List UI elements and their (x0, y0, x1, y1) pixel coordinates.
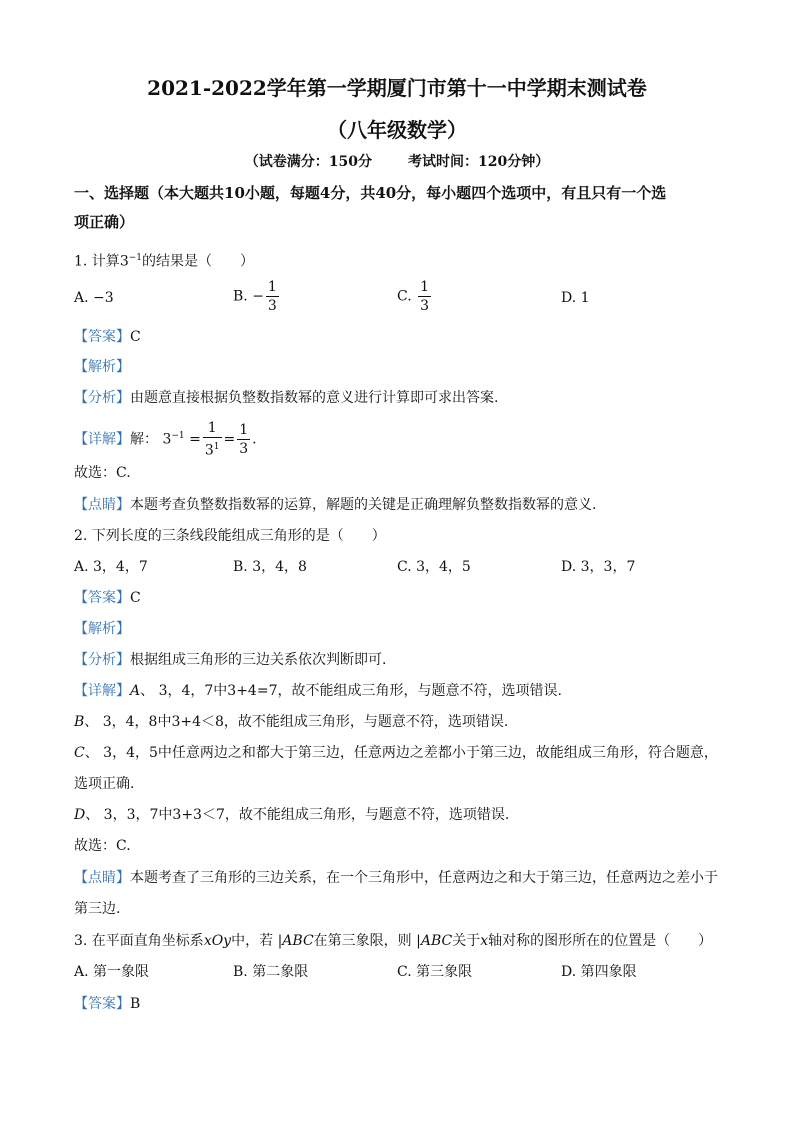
q2-stem: 2. 下列长度的三条线段能组成三角形的是（ ） (74, 528, 386, 544)
q2-analysis: 【分析】根据组成三角形的三边关系依次判断即可. (74, 652, 387, 668)
q2-option-d: D. 3，3，7 (561, 559, 636, 575)
q2-detail-c: C、 3，4，5中任意两边之和都大于第三边，任意两边之差都小于第三边，故能组成三角形，符合题意， (74, 745, 718, 761)
q1-detail: 【详解】解： $3^{-1}$ = $\frac{1}{3^1}$ = $\frac{1}{3}$ . (74, 420, 257, 459)
q1-choice: 故选：C. (74, 465, 131, 481)
triangle-symbol-1: | (277, 933, 283, 949)
q1-option-a: A. −3 (74, 290, 114, 306)
section-heading-cont: 项正确） (74, 213, 135, 231)
q1-review: 【点睛】本题考查负整数指数幂的运算，解题的关键是正确理解负整数指数幂的意义. (74, 497, 597, 513)
q3-option-c: C. 第三象限 (397, 964, 473, 980)
q2-detail-a: 【详解】A、 3，4，7中3+4=7，故不能组成三角形，与题意不符，选项错误. (74, 683, 562, 699)
q2-detail-c-cont: 选项正确. (74, 776, 135, 792)
q2-detail-b: B、 3，4，8中3+4＜8，故不能组成三角形，与题意不符，选项错误. (74, 714, 509, 730)
exam-score-info: （试卷满分：150分 (244, 154, 372, 170)
q1-option-b-fraction: $\frac{1}{3}$ (267, 279, 277, 314)
q1-jiexi-label: 【解析】 (74, 359, 130, 375)
q1-detail-fraction-2: $\frac{1}{3}$ (239, 422, 249, 458)
q2-answer: 【答案】C (74, 590, 141, 606)
q2-option-a: A. 3，4，7 (74, 559, 148, 575)
exam-info (0, 151, 794, 171)
q2-review-cont: 第三边. (74, 901, 121, 917)
section-heading: 一、选择题（本大题共10小题，每题4分，共40分，每小题四个选项中，有且只有一个选 (74, 184, 667, 202)
q1-detail-fraction-1: $\frac{1}{3^1}$ (204, 420, 220, 459)
q1-stem: 1. 计算$3^{-1}$的结果是（ ） (74, 253, 255, 270)
q1-option-d: D. 1 (561, 290, 590, 306)
q2-detail-d: D、 3，3，7中3+3＜7，故不能组成三角形，与题意不符，选项错误. (74, 807, 510, 823)
q1-answer: 【答案】C (74, 329, 141, 345)
q2-jiexi-label: 【解析】 (74, 621, 130, 637)
q3-option-d: D. 第四象限 (561, 964, 637, 980)
q2-review: 【点睛】本题考查了三角形的三边关系，在一个三角形中，任意两边之和大于第三边，任意两边之差小于 (74, 870, 718, 886)
q3-answer: 【答案】B (74, 996, 141, 1012)
exam-title: 2021-2022学年第一学期厦门市第十一中学期末测试卷 (147, 76, 647, 100)
q1-option-c-fraction: $\frac{1}{3}$ (420, 279, 430, 314)
q2-option-c: C. 3，4，5 (397, 559, 471, 575)
q2-choice: 故选：C. (74, 838, 131, 854)
exam-subtitle: （八年级数学） (327, 118, 467, 142)
q3-stem: 3. 在平面直角坐标系xOy中，若 |ABC在第三象限，则 |ABC关于x轴对称的图形所在的位置是（ ） (74, 933, 713, 949)
q3-option-a: A. 第一象限 (74, 964, 150, 980)
exam-time-info: 考试时间：120分钟） (408, 154, 550, 170)
triangle-symbol-2: | (416, 933, 421, 949)
q1-option-c: C. $\frac{1}{3}$ (397, 279, 430, 314)
q2-option-b: B. 3，4，8 (233, 559, 307, 575)
q3-option-b: B. 第二象限 (233, 964, 309, 980)
q1-option-b: B. − $\frac{1}{3}$ (233, 279, 277, 314)
q1-analysis: 【分析】由题意直接根据负整数指数幂的意义进行计算即可求出答案. (74, 390, 499, 406)
